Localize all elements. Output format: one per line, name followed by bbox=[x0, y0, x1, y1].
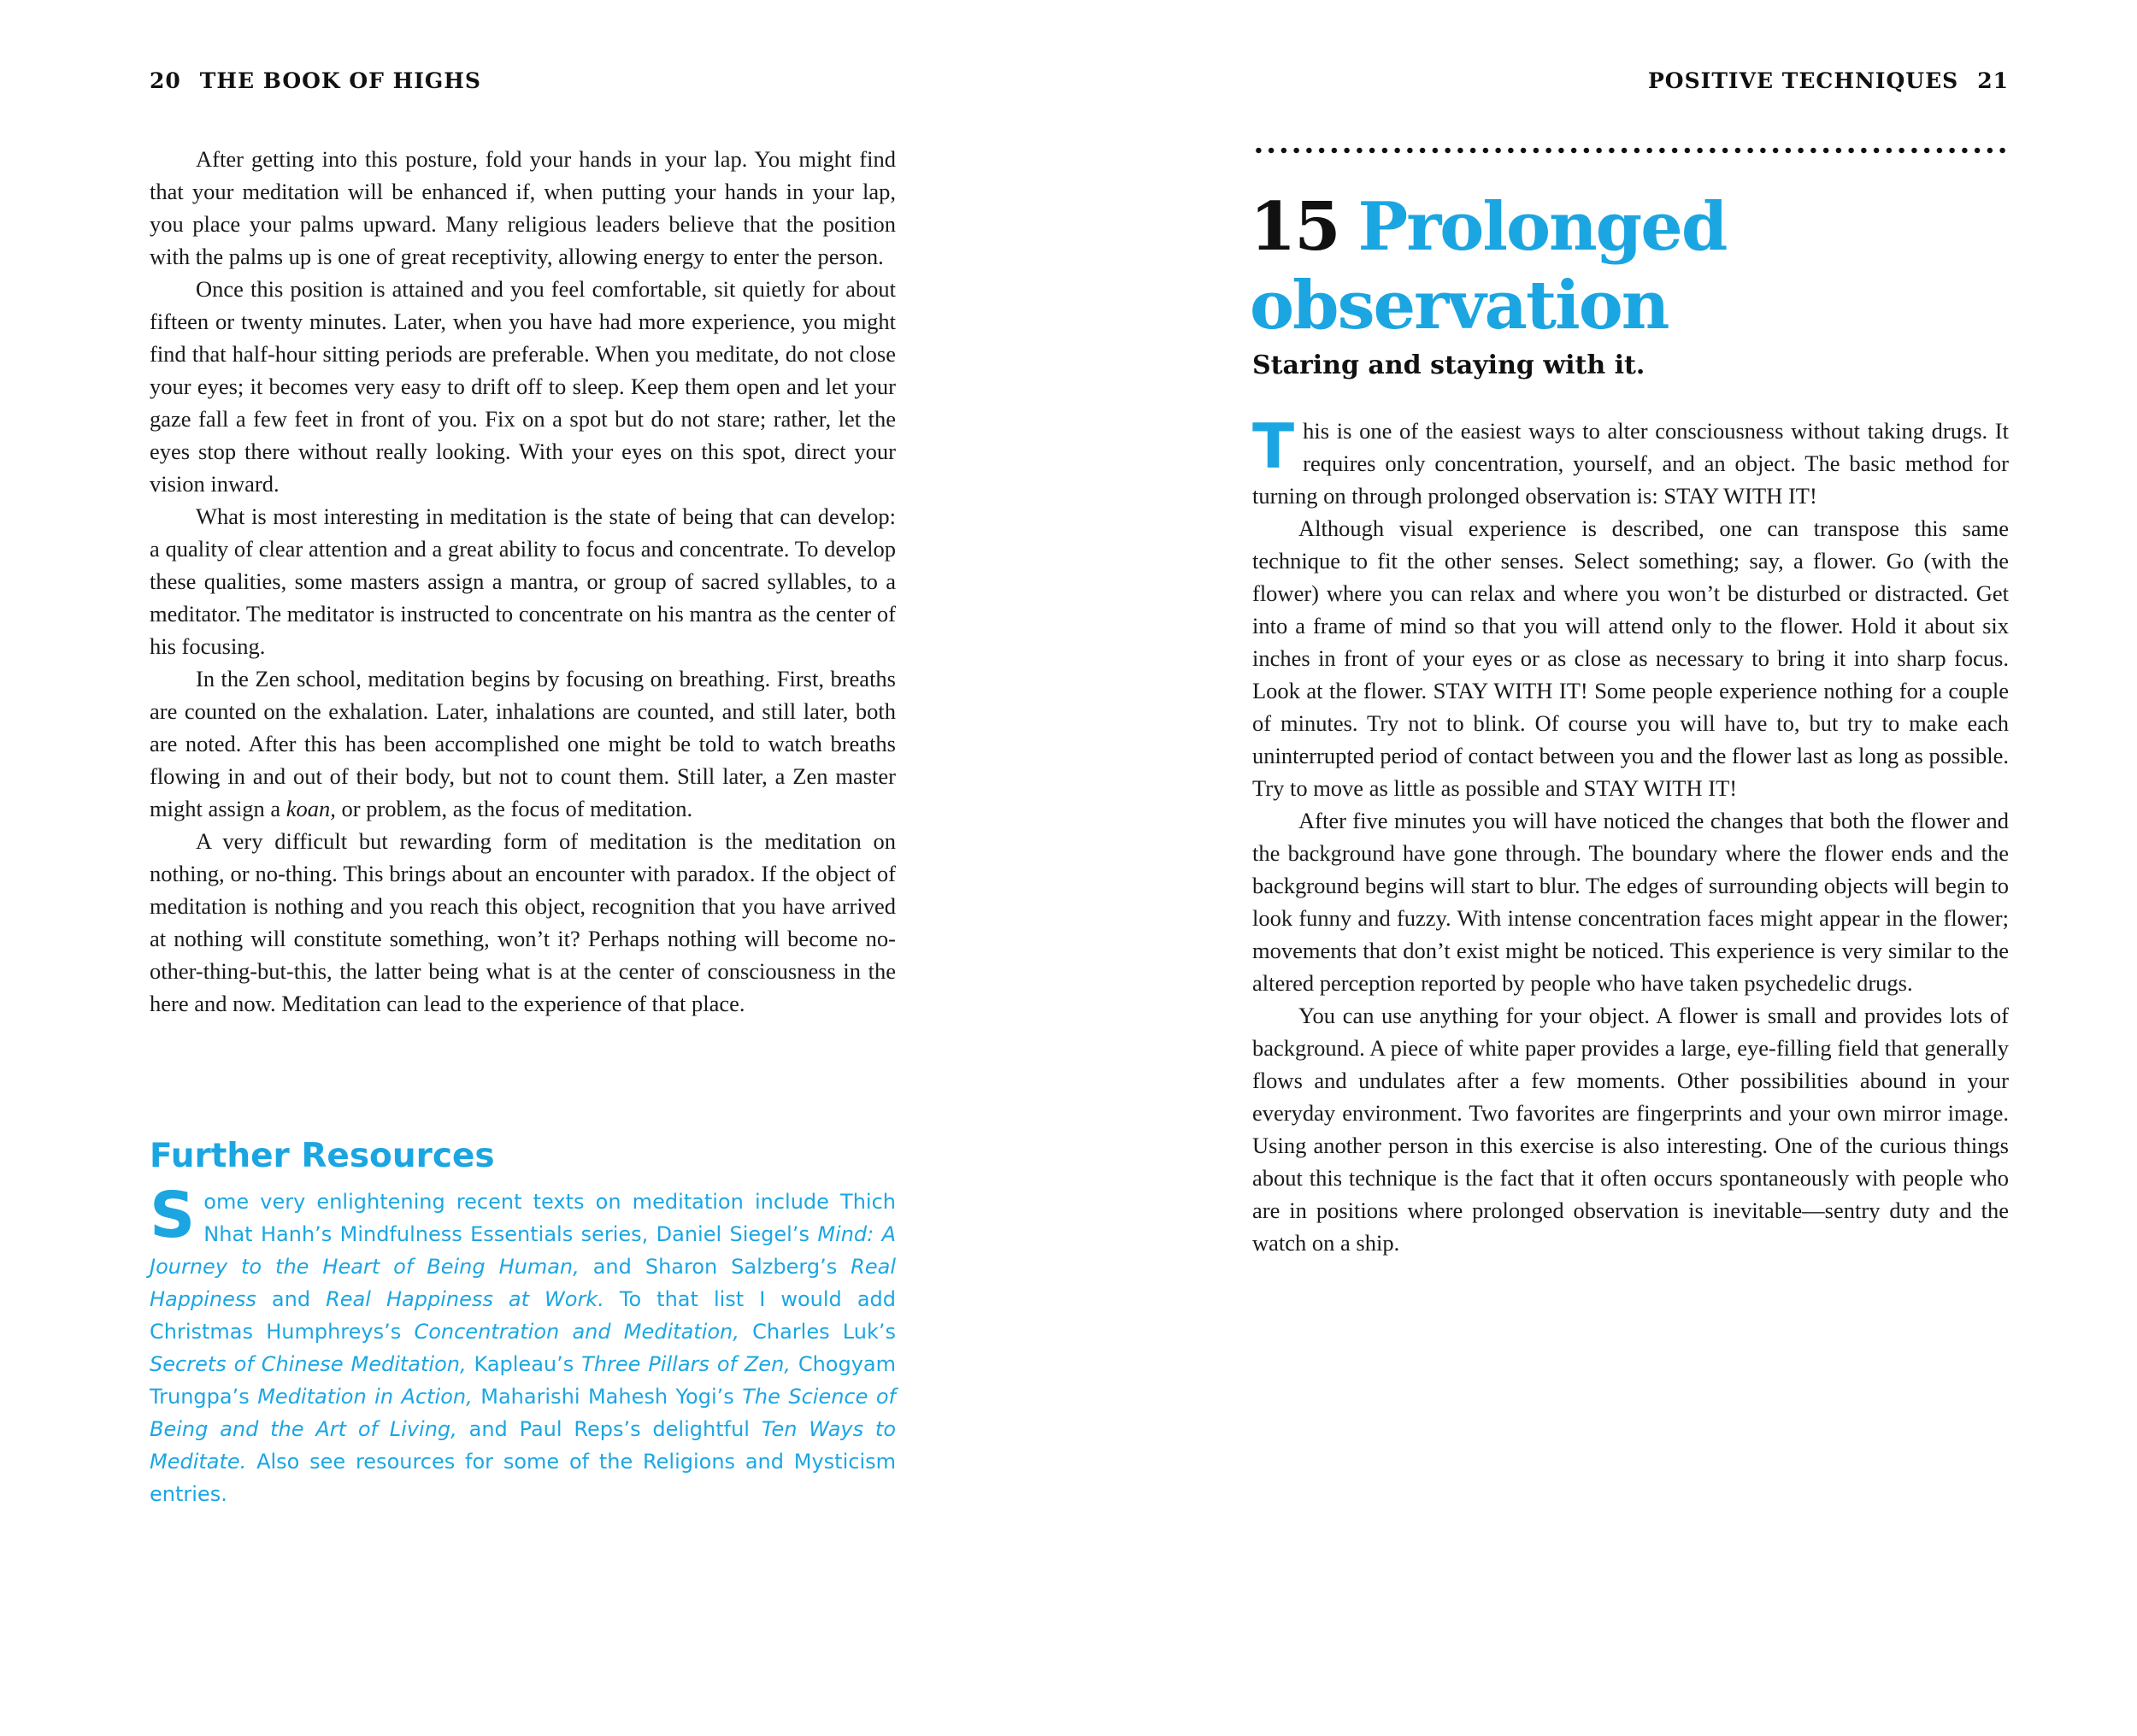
resource-text: To that list I would add Christmas Humphreys’s bbox=[150, 1287, 896, 1344]
further-resources-text bbox=[150, 1179, 897, 1510]
resource-title: Real Happiness bbox=[150, 1255, 896, 1311]
further-resources-heading: Further Resources bbox=[150, 1137, 495, 1175]
zen-text-before: In the Zen school, meditation begins by focusing on breathing. First, breaths are counted on the exhalation. Later, inhalations are counted, and still later, both are noted. After this has been accomplished one might be told to watch breaths flowing in and out of their body, but not to count them. Still later, a Zen master might assign a bbox=[150, 666, 896, 821]
resource-text: Kapleau’s bbox=[466, 1352, 582, 1376]
chapter-number: 15 bbox=[1250, 188, 1339, 266]
resource-text: Also see resources for some of the Religions and Mysticism entries. bbox=[150, 1450, 896, 1506]
right-body-text bbox=[1252, 410, 2009, 1259]
left-page-number: 20 bbox=[150, 68, 181, 93]
resource-text: Chogyam Trungpa’s bbox=[150, 1352, 897, 1409]
chapter-subtitle: Staring and staying with it. bbox=[1252, 350, 1645, 380]
body-paragraph: Although visual experience is described, one can transpose this same technique to fit the other senses. Select something; say, a flower. Go (with the flower) where you can relax and where you won’t be disturbed or distracted. Get into a frame of mind so that you will attend only to the flower. Hold it about six inches in front of your eyes or as close as necessary to bring it into sharp focus. Look at the flower. STAY WITH IT! Some people experience nothing for a couple of minutes. Try not to blink. Of course you will have to, but try to make each uninterrupted period of contact between you and the flower last as long as possible. Try to move as little as possible and STAY WITH IT! bbox=[1252, 515, 2009, 801]
resource-title: Concentration and Meditation, bbox=[414, 1320, 739, 1344]
zen-paragraph bbox=[150, 662, 896, 825]
first-paragraph-text: his is one of the easiest ways to alter consciousness without taking drugs. It requires only concentration, yourself, and an object. The basic method for turning on through prolonged observation is: STAY WITH IT! bbox=[1252, 418, 2009, 509]
resource-text: Charles Luk’s bbox=[739, 1320, 896, 1344]
right-page bbox=[1068, 0, 2137, 1736]
left-page bbox=[0, 0, 1068, 1736]
right-running-head bbox=[1648, 68, 2009, 93]
zen-text-after: or problem, as the focus of meditation. bbox=[335, 796, 693, 821]
body-paragraph: What is most interesting in meditation is the state of being that can develop: a quality of clear attention and a great ability to focus and concentrate. To develop these qualities, some masters assign a mantra, or group of sacred syllables, to a meditator. The meditator is instructed to concentrate on his mantra as the center of his focusing. bbox=[150, 503, 896, 659]
right-running-head-title: POSITIVE TECHNIQUES bbox=[1648, 68, 1959, 93]
left-running-head-title: THE BOOK OF HIGHS bbox=[199, 68, 481, 93]
chapter-dropcap: T bbox=[1252, 410, 1295, 482]
chapter-name: Prolonged observation bbox=[1250, 188, 1727, 344]
resources-dropcap: S bbox=[150, 1179, 196, 1252]
body-paragraph: You can use anything for your object. A flower is small and provides lots of background. A piece of white paper provides a large, eye-filling field that generally flows and undulates after a few moments. Other possibilities abound in your everyday environment. Two favorites are fingerprints and your own mirror image. Using another person in this exercise is also interesting. One of the curious things about this technique is the fact that it often occurs spontaneously with people who are in positions where prolonged observation is inevitable—sentry duty and the watch on a ship. bbox=[1252, 1003, 2009, 1256]
dotted-rule bbox=[1252, 147, 2009, 154]
resource-title: Secrets of Chinese Meditation, bbox=[150, 1352, 467, 1376]
resource-text: ome very enlightening recent texts on meditation include Thich Nhat Hanh’s Mindfulness Essentials series, Daniel Siegel’s bbox=[203, 1190, 896, 1246]
resource-text: and Paul Reps’s delightful bbox=[456, 1417, 762, 1441]
left-running-head bbox=[150, 68, 481, 93]
body-paragraph: After five minutes you will have noticed the changes that both the flower and the background have gone through. The boundary where the flower ends and the background begins will start to blur. The edges of surrounding objects will begin to look funny and fuzzy. With intense concentration faces might appear in the flower; movements that don’t exist might be noticed. This experience is very similar to the altered perception reported by people who have taken psychedelic drugs. bbox=[1252, 808, 2009, 996]
koan-term: koan, bbox=[286, 796, 336, 821]
body-paragraph: A very difficult but rewarding form of meditation is the meditation on nothing, or no-thing. This brings about an encounter with paradox. If the object of meditation is nothing and you reach this object, recognition that you have arrived at nothing will constitute something, won’t it? Perhaps nothing will become no-other-thing-but-this, the latter being what is at the center of consciousness in the here and now. Meditation can lead to the experience of that place. bbox=[150, 828, 896, 1016]
resource-title: Ten Ways to Meditate. bbox=[150, 1417, 897, 1474]
body-paragraph: Once this position is attained and you feel comfortable, sit quietly for about fifteen or twenty minutes. Later, when you have had more experience, you might find that half-hour sitting periods are preferable. When you meditate, do not close your eyes; it becomes very easy to drift off to sleep. Keep them open and let your gaze fall a few feet in front of you. Fix on a spot but do not stare; rather, let the eyes stop there without really looking. With your eyes on this spot, direct your vision inward. bbox=[150, 276, 896, 497]
resource-title: The Science of Being and the Art of Living, bbox=[150, 1385, 897, 1441]
right-page-number: 21 bbox=[1977, 68, 2009, 93]
chapter-title bbox=[1250, 188, 2019, 345]
body-paragraph: After getting into this posture, fold your hands in your lap. You might find that your meditation will be enhanced if, when putting your hands in your lap, you place your palms upward. Many religious leaders believe that the position with the palms up is one of great receptivity, allowing energy to enter the person. bbox=[150, 146, 896, 269]
left-body-text bbox=[150, 143, 896, 1020]
resource-text: and Sharon Salzberg’s bbox=[579, 1255, 851, 1279]
resource-text: and bbox=[256, 1287, 327, 1311]
resource-title: Meditation in Action, bbox=[257, 1385, 473, 1409]
resource-title: Mind: A Journey to the Heart of Being Human, bbox=[150, 1222, 896, 1279]
resource-title: Three Pillars of Zen, bbox=[581, 1352, 791, 1376]
resource-title: Real Happiness at Work. bbox=[326, 1287, 604, 1311]
resource-text: Maharishi Mahesh Yogi’s bbox=[472, 1385, 743, 1409]
first-paragraph bbox=[1252, 410, 2009, 512]
